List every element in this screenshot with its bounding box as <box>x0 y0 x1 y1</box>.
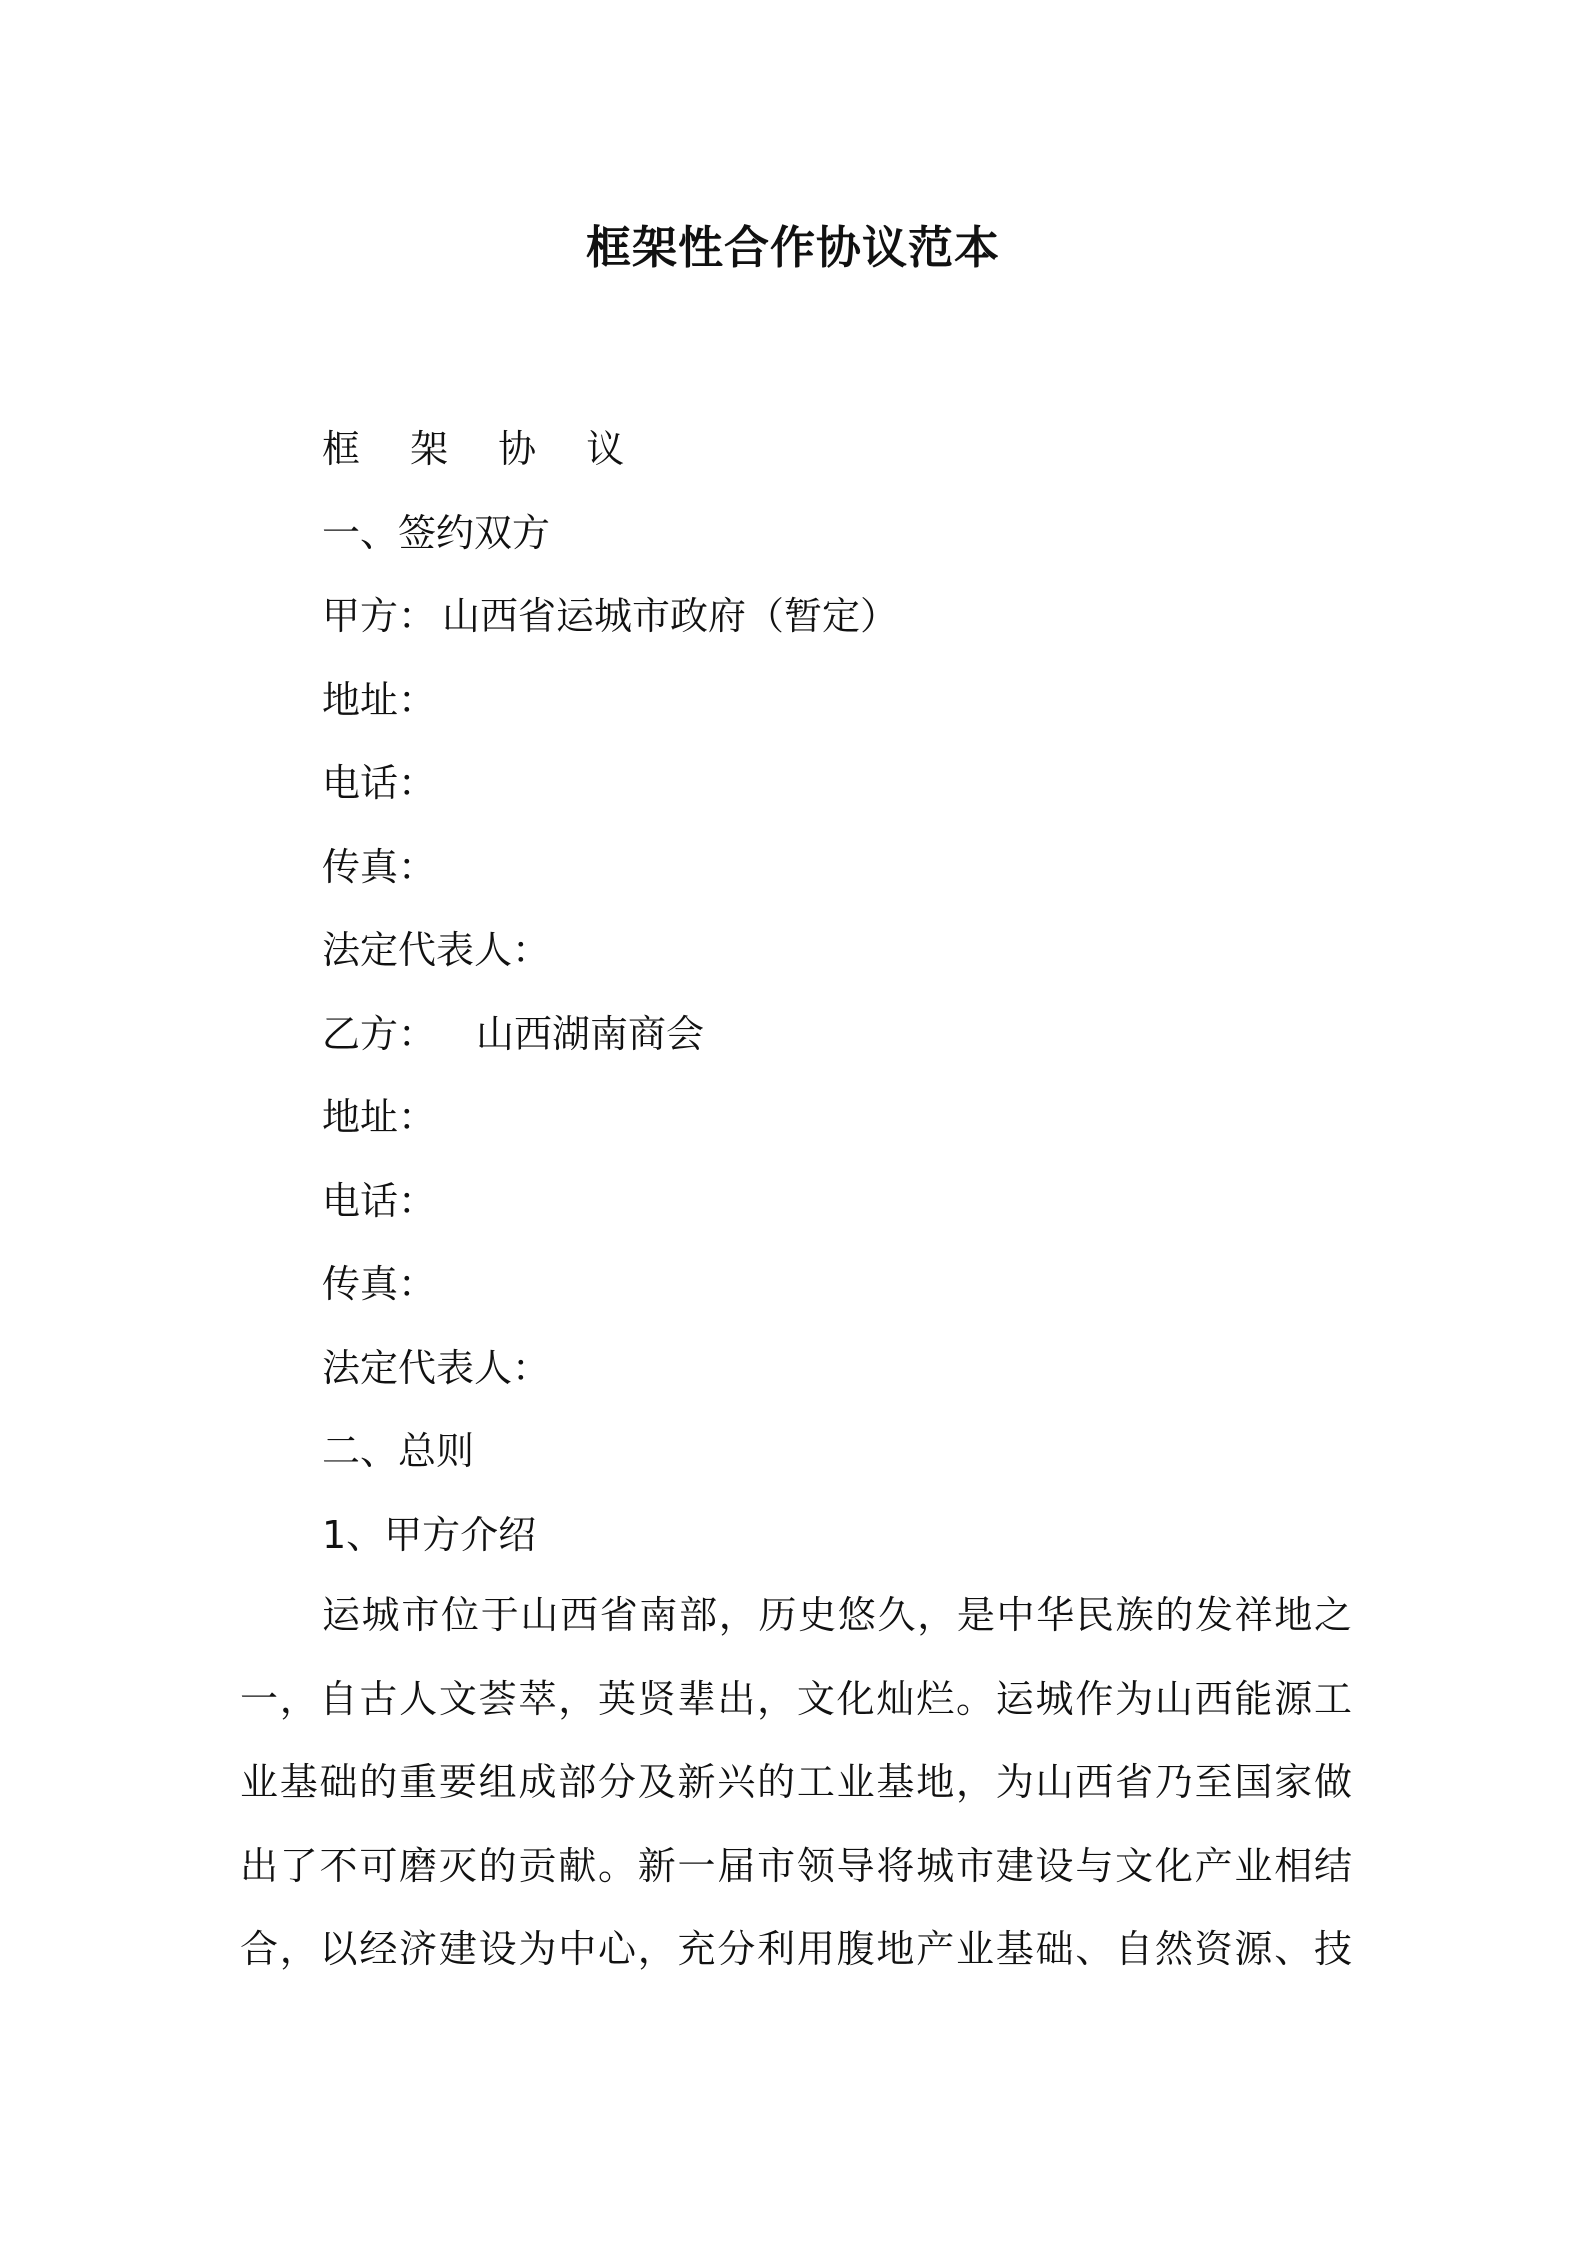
party-a-fax-label: 传真： <box>322 844 437 889</box>
party-b-fax-label: 传真： <box>322 1262 437 1306</box>
paragraph-line: 业基础的重要组成部分及新兴的工业基地，为山西省乃至国家做 <box>240 1760 1352 1804</box>
paragraph-line: 合，以经济建设为中心，充分利用腹地产业基础、自然资源、技 <box>240 1927 1352 1971</box>
party-a-line <box>322 575 1352 659</box>
party-b-phone-label: 电话： <box>322 1178 437 1223</box>
party-a-phone-label: 电话： <box>322 761 437 805</box>
party-b-address-label: 地址： <box>322 1095 437 1139</box>
party-b-representative-label: 法定代表人： <box>322 1345 551 1390</box>
party-a-label: 甲方： <box>322 594 437 638</box>
subsection-heading-party-a-intro: 1、甲方介绍 <box>322 1512 537 1557</box>
paragraph-line: 运城市位于山西省南部，历史悠久，是中华民族的发祥地之 <box>322 1593 1352 1637</box>
section-heading-general: 二、总则 <box>322 1429 475 1473</box>
paragraph-line: 出了不可磨灭的贡献。新一届市领导将城市建设与文化产业相结 <box>240 1843 1352 1888</box>
agreement-heading: 框 架 协 议 <box>322 427 644 471</box>
document-title: 框架性合作协议范本 <box>585 221 1000 274</box>
party-b-label: 乙方： <box>322 1011 437 1056</box>
party-b-value: 山西湖南商会 <box>476 1011 705 1056</box>
party-a-address-label: 地址： <box>322 677 437 722</box>
agreement-fields <box>322 408 1352 1577</box>
party-b-line <box>322 993 1352 1077</box>
party-a-representative-label: 法定代表人： <box>322 928 551 972</box>
section-heading-parties: 一、签约双方 <box>322 510 551 555</box>
paragraph-line: 一，自古人文荟萃，英贤辈出，文化灿烂。运城作为山西能源工 <box>240 1676 1352 1721</box>
party-a-value: 山西省运城市政府（暂定） <box>442 594 899 638</box>
party-a-intro-paragraph <box>240 1574 1352 1992</box>
